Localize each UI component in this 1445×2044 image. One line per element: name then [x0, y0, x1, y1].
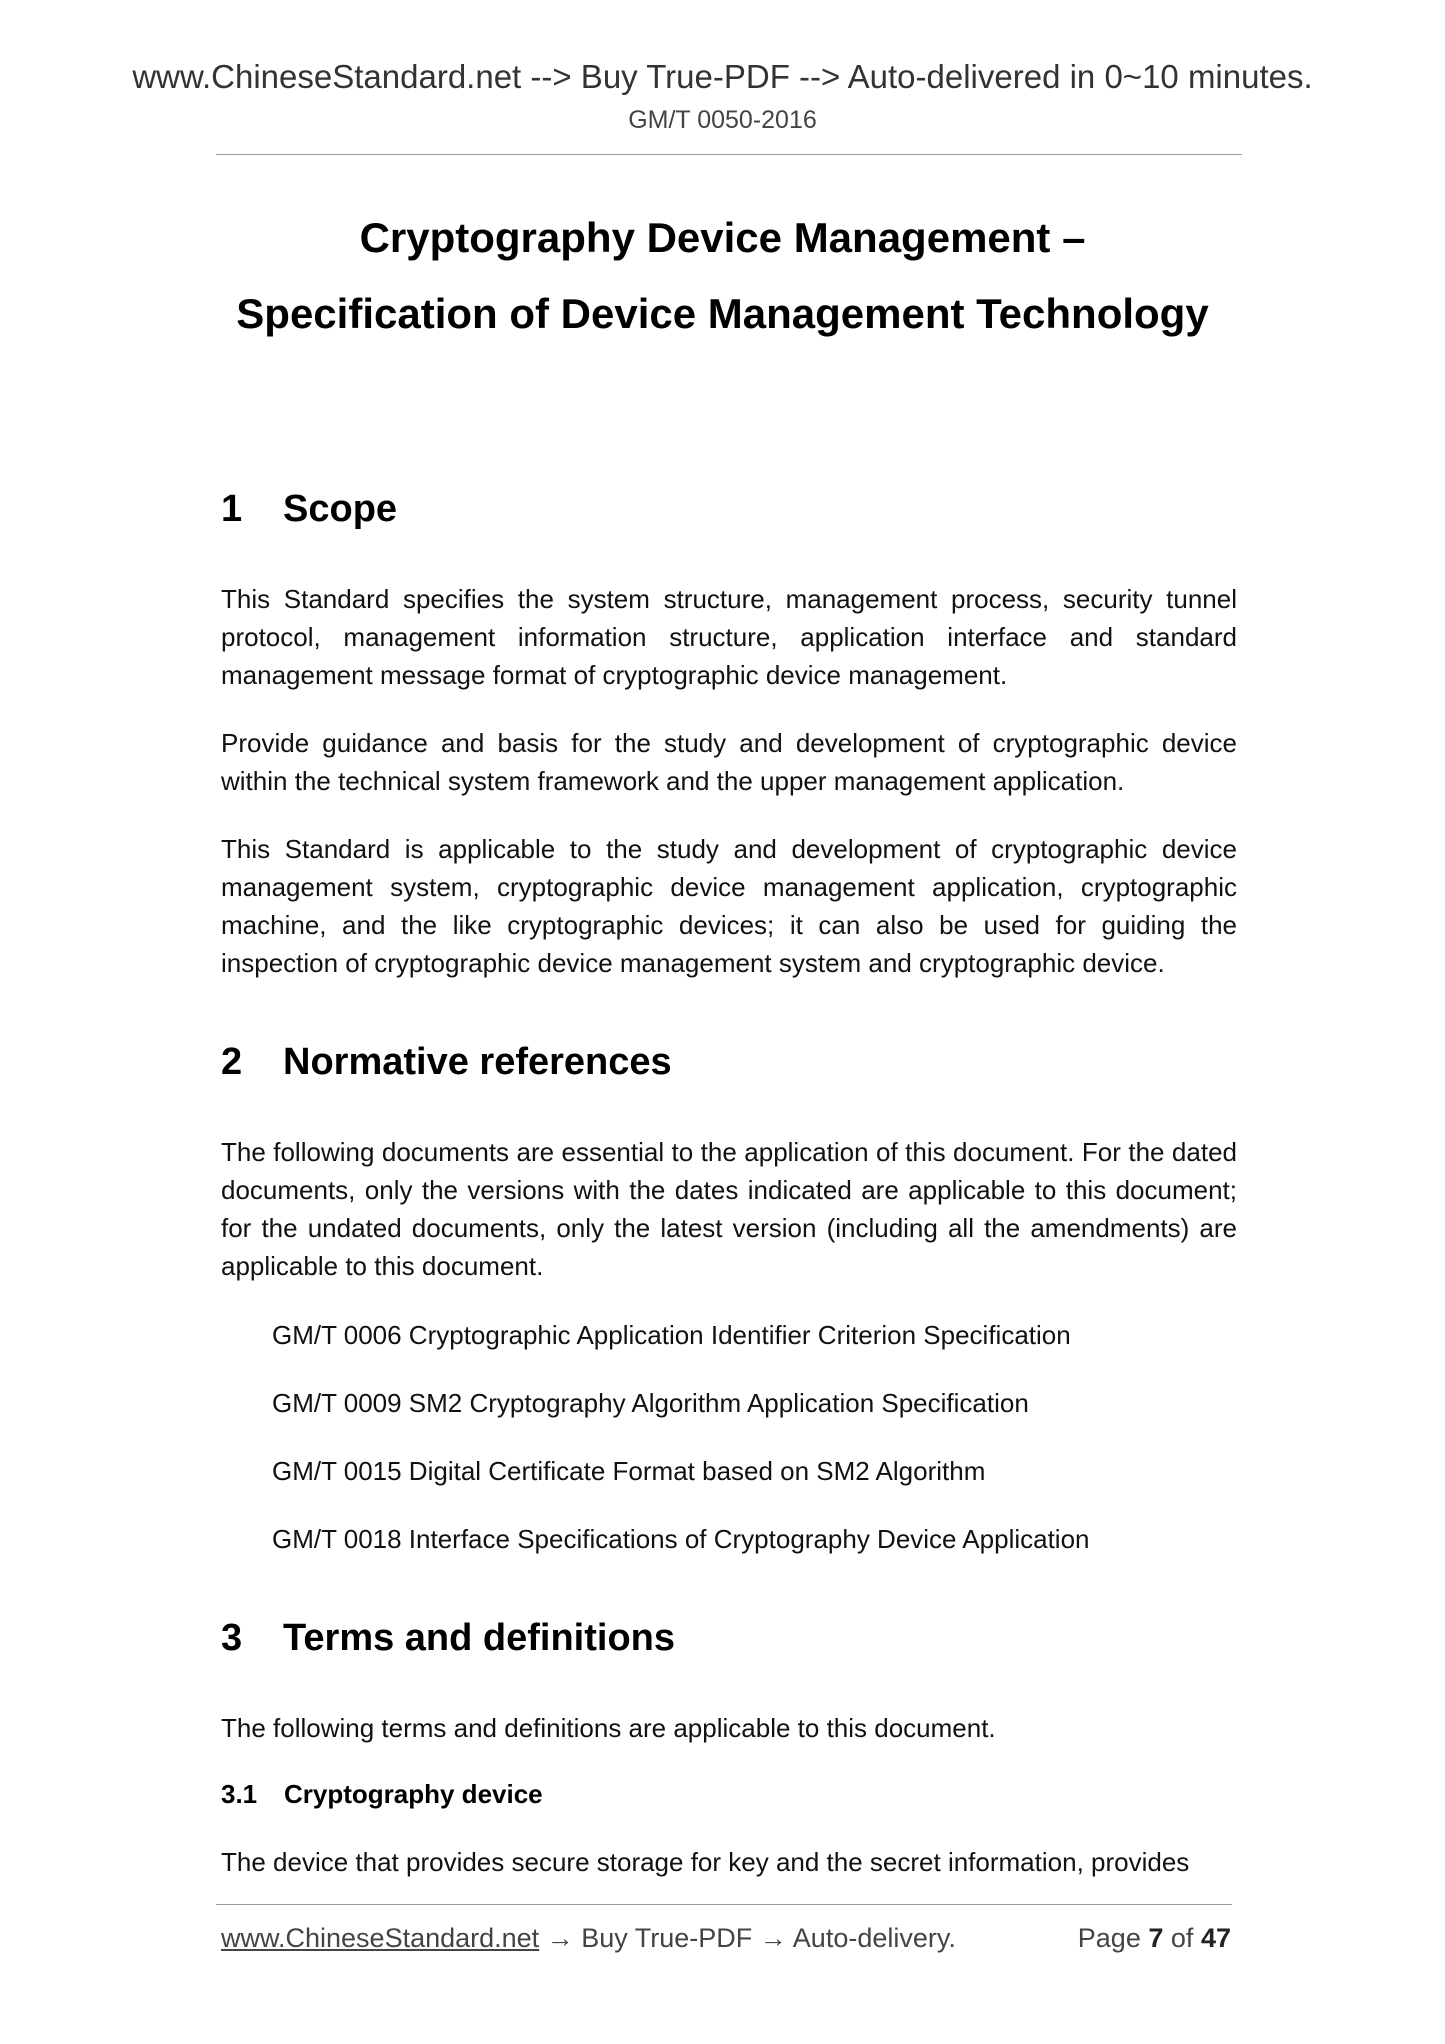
terms-intro-paragraph: The following terms and definitions are applicable to this document.: [221, 1713, 996, 1743]
arrow-icon: →: [759, 1923, 787, 1953]
section-title: Scope: [283, 488, 398, 530]
subsection-title: Cryptography device: [284, 1779, 543, 1809]
section-number: 2: [221, 1041, 243, 1083]
term-definition-text: The device that provides secure storage for key and the secret information, provides: [221, 1847, 1190, 1877]
page-number-indicator: [1078, 1923, 1231, 1954]
section-title: Normative references: [283, 1041, 672, 1083]
reference-item: GM/T 0015 Digital Certificate Format based on SM2 Algorithm: [272, 1456, 986, 1486]
top-banner: www.ChineseStandard.net --> Buy True-PDF --> Auto-delivered in 0~10 minutes.: [132, 58, 1313, 95]
section-heading-terms-definitions: [221, 1617, 675, 1660]
section-heading-normative-references: [221, 1041, 672, 1084]
reference-item: GM/T 0006 Cryptographic Application Identifier Criterion Specification: [272, 1320, 1071, 1350]
subsection-heading-cryptography-device: [221, 1779, 543, 1810]
footer-delivery-text: Auto-delivery.: [792, 1923, 956, 1953]
header-divider: [216, 154, 1242, 155]
reference-item: GM/T 0009 SM2 Cryptography Algorithm Application Specification: [272, 1388, 1029, 1418]
document-code: GM/T 0050-2016: [628, 106, 817, 134]
footer-site-link[interactable]: www.ChineseStandard.net: [221, 1923, 540, 1953]
footer-divider: [216, 1904, 1232, 1905]
page-label: Page: [1077, 1923, 1141, 1953]
section-number: 1: [221, 488, 243, 530]
section-title: Terms and definitions: [283, 1617, 676, 1659]
arrow-icon: →: [546, 1923, 574, 1953]
reference-item: GM/T 0018 Interface Specifications of Cryptography Device Application: [272, 1524, 1090, 1554]
total-pages: 47: [1200, 1923, 1231, 1953]
scope-paragraph-3: This Standard is applicable to the study and development of cryptographic device management system, cryptographic device management application, cryptographic machine, and the like cryptographic devices; it can also be used for guiding the inspection of cryptographic device management system and cryptographic device.: [221, 834, 1237, 978]
section-number: 3: [221, 1617, 243, 1659]
of-label: of: [1170, 1923, 1194, 1953]
current-page: 7: [1148, 1923, 1164, 1953]
section-heading-scope: [221, 488, 397, 531]
footer-buy-text: Buy True-PDF: [581, 1923, 753, 1953]
page-footer: [221, 1923, 1231, 1954]
document-title-line-1: Cryptography Device Management –: [359, 214, 1086, 261]
subsection-number: 3.1: [221, 1779, 258, 1809]
scope-paragraph-2: Provide guidance and basis for the study and development of cryptographic device within the technical system framework and the upper management application.: [221, 728, 1237, 796]
scope-paragraph-1: This Standard specifies the system structure, management process, security tunnel protocol, management information structure, application interface and standard management message format of cryptographic device management.: [221, 584, 1237, 690]
document-title-line-2: Specification of Device Management Technology: [236, 290, 1209, 337]
normative-intro-paragraph: The following documents are essential to the application of this document. For the dated documents, only the versions with the dates indicated are applicable to this document; for the undated documents, only the latest version (including all the amendments) are applicable to this document.: [221, 1137, 1237, 1281]
